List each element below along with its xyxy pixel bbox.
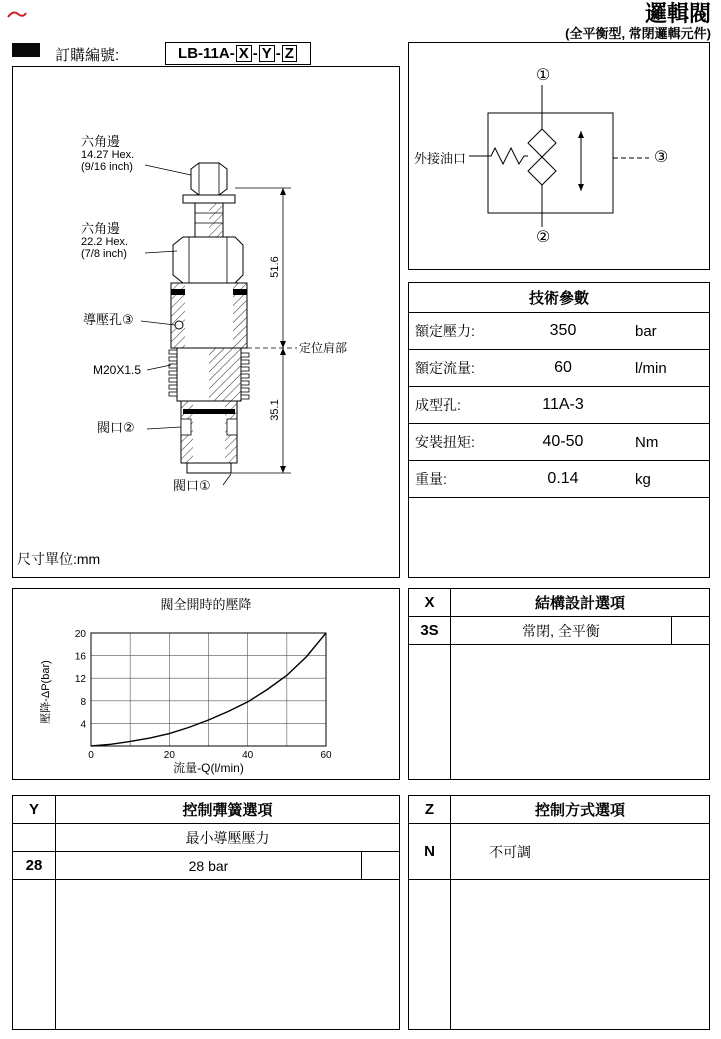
label-hex-small-line3: (9/16 inch) xyxy=(81,161,133,173)
pressure-drop-chart xyxy=(12,588,400,780)
unit-note: 尺寸單位:mm xyxy=(17,551,101,567)
empty-code-cell xyxy=(13,824,56,851)
param-value: 350 xyxy=(549,322,577,339)
schematic-port3-badge: ③ xyxy=(653,149,669,166)
label-hex-big-line1: 六角邊 xyxy=(81,221,121,236)
chart-y-axis-label: 壓降-ΔP(bar) xyxy=(40,660,52,724)
label-pilot-port: 導壓孔③ xyxy=(83,312,134,327)
svg-text:20: 20 xyxy=(163,750,175,761)
empty-rows xyxy=(13,880,399,1029)
tech-params-table xyxy=(408,282,710,578)
x-options-table xyxy=(408,588,710,780)
order-code-x: X xyxy=(236,45,252,62)
param-unit: kg xyxy=(635,470,651,488)
param-value: 60 xyxy=(554,359,572,376)
svg-text:60: 60 xyxy=(320,750,332,761)
table-row xyxy=(409,824,709,880)
schematic-port1-badge: ① xyxy=(535,67,551,84)
y-options-subheader-row xyxy=(13,824,399,852)
label-shoulder: 定位肩部 xyxy=(299,341,348,355)
svg-text:16: 16 xyxy=(74,651,86,663)
table-row xyxy=(409,461,709,498)
param-label: 成型孔: xyxy=(415,397,461,413)
order-code-box xyxy=(165,42,311,65)
order-code-z: Z xyxy=(282,45,297,62)
svg-text:40: 40 xyxy=(242,750,254,761)
schematic-port2-badge: ② xyxy=(535,229,551,246)
z-options-code: Z xyxy=(409,796,451,823)
valve-drawing-box xyxy=(12,66,400,578)
option-code: 28 xyxy=(13,852,56,879)
table-row xyxy=(409,387,709,424)
param-unit: bar xyxy=(635,322,657,340)
option-extra-cell xyxy=(361,852,399,879)
svg-text:12: 12 xyxy=(74,674,86,686)
svg-text:4: 4 xyxy=(80,719,86,731)
order-code-prefix: LB-11A- xyxy=(178,45,235,62)
label-hex-small xyxy=(81,135,134,173)
label-hex-big xyxy=(81,222,128,260)
option-desc: 常閉, 全平衡 xyxy=(522,622,600,639)
param-unit: l/min xyxy=(635,359,667,377)
z-options-title: 控制方式選項 xyxy=(534,802,625,819)
label-hex-small-line2: 14.27 Hex. xyxy=(81,149,135,161)
tech-params-title: 技術參數 xyxy=(409,283,709,313)
y-options-header xyxy=(13,796,399,824)
param-label: 額定流量: xyxy=(415,360,475,376)
empty-rows xyxy=(409,645,709,779)
order-code-sep1: - xyxy=(252,45,258,62)
table-row xyxy=(13,852,399,880)
order-code-y: Y xyxy=(259,45,275,62)
table-row xyxy=(409,424,709,461)
order-number-label: 訂購編號: xyxy=(55,47,120,64)
page-title: 邏輯閥 xyxy=(644,1,711,26)
option-desc: 不可調 xyxy=(489,843,531,860)
label-hex-big-line3: (7/8 inch) xyxy=(81,248,127,260)
y-options-code: Y xyxy=(13,796,56,823)
option-desc: 28 bar xyxy=(188,857,229,874)
z-options-table xyxy=(408,795,710,1030)
label-port2: 閥口② xyxy=(97,420,135,435)
svg-text:0: 0 xyxy=(88,750,94,761)
table-row xyxy=(409,313,709,350)
page-subtitle: (全平衡型, 常閉邏輯元件) xyxy=(565,26,711,41)
chart-title: 閥全開時的壓降 xyxy=(160,597,252,612)
dimension-lower: 35.1 xyxy=(269,399,281,421)
y-options-title: 控制彈簧選項 xyxy=(182,802,273,819)
chart-x-axis-label: 流量-Q(l/min) xyxy=(173,761,244,775)
param-unit: Nm xyxy=(635,433,659,451)
label-port1: 閥口① xyxy=(173,478,211,493)
schematic-box xyxy=(408,42,710,270)
black-mark xyxy=(12,43,40,57)
param-label: 額定壓力: xyxy=(415,323,475,339)
title-block xyxy=(565,2,711,42)
x-options-title: 結構設計選項 xyxy=(534,595,625,612)
table-row xyxy=(409,350,709,387)
param-label: 重量: xyxy=(415,471,447,487)
option-code: N xyxy=(409,824,451,879)
option-code: 3S xyxy=(409,617,451,644)
empty-rows xyxy=(409,880,709,1029)
chart-plot xyxy=(13,589,399,779)
x-options-header xyxy=(409,589,709,617)
z-options-header xyxy=(409,796,709,824)
param-label: 安裝扭矩: xyxy=(415,434,475,450)
order-code-sep2: - xyxy=(275,45,281,62)
param-value: 0.14 xyxy=(547,470,579,487)
x-options-code: X xyxy=(409,589,451,616)
table-row xyxy=(409,617,709,645)
svg-text:20: 20 xyxy=(74,629,86,640)
valve-cross-section xyxy=(13,67,399,577)
option-extra-cell xyxy=(671,617,709,644)
external-port-label: 外接油口 xyxy=(414,151,467,166)
label-thread: M20X1.5 xyxy=(93,363,142,377)
param-value: 11A-3 xyxy=(542,396,584,413)
red-pen-mark xyxy=(6,8,28,22)
dimension-upper: 51.6 xyxy=(269,256,281,278)
svg-text:8: 8 xyxy=(80,696,86,708)
y-options-subheader: 最小導壓壓力 xyxy=(185,829,270,846)
y-options-table xyxy=(12,795,400,1030)
param-value: 40-50 xyxy=(542,433,584,450)
label-hex-small-line1: 六角邊 xyxy=(81,134,121,149)
label-hex-big-line2: 22.2 Hex. xyxy=(81,236,129,248)
